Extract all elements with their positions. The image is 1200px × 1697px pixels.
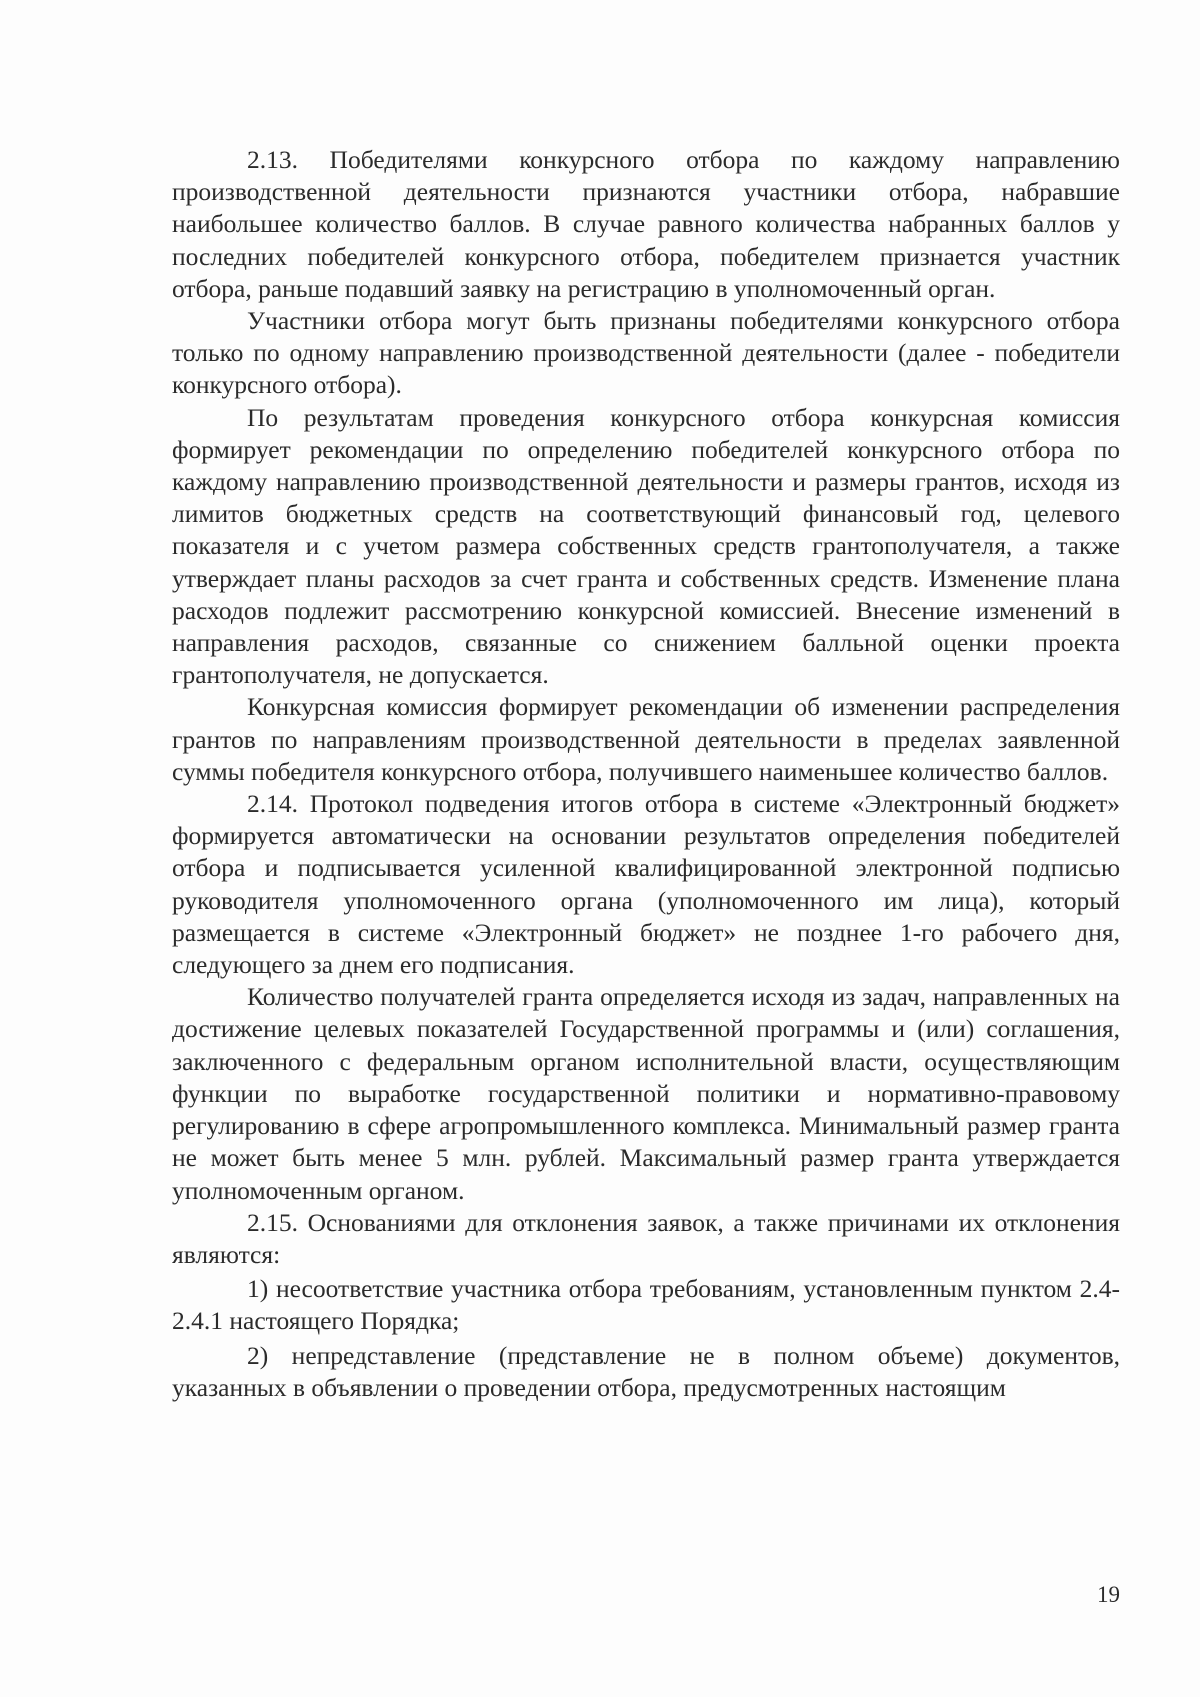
paragraph-2-13: 2.13. Победителями конкурсного отбора по каждому направлению производственной деятельности признаются участники отбора, набравшие наибольшее количество баллов. В случае равного количества набранных баллов у последних победителей конкурсного отбора, победителем признается участник отбора, раньше подавший заявку на регистрацию в уполномоченный орган. xyxy=(172,145,1120,303)
paragraph-commission-recommendations: По результатам проведения конкурсного отбора конкурсная комиссия формирует рекомендации по определению победителей конкурсного отбора по каждому направлению производственной деятельности и размеры грантов, исходя из лимитов бюджетных средств на соответствующий финансовый год, целевого показателя и с учетом размера собственных средств грантополучателя, а также утверждает планы расходов за счет гранта и собственных средств. Изменение плана расходов подлежит рассмотрению конкурсной комиссией. Внесение изменений в направления расходов, связанные со снижением балльной оценки проекта грантополучателя, не допускается. xyxy=(172,402,1120,690)
paragraph-2-14: 2.14. Протокол подведения итогов отбора в системе «Электронный бюджет» формируется автоматически на основании результатов определения победителей отбора и подписывается усиленной квалифицированной электронной подписью руководителя уполномоченного органа (уполномоченного им лица), который размещается в системе «Электронный бюджет» не позднее 1-го рабочего дня, следующего за днем его подписания. xyxy=(172,789,1120,980)
paragraph-2-15: 2.15. Основаниями для отклонения заявок, а также причинами их отклонения являются: xyxy=(172,1207,1120,1269)
paragraph-grant-recipients-count: Количество получателей гранта определяется исходя из задач, направленных на достижение целевых показателей Государственной программы и (или) соглашения, заключенного с федеральным органом исполнительной власти, осуществляющим функции по выработке государственной политики и нормативно-правовому регулированию в сфере агропромышленного комплекса. Минимальный размер гранта не может быть менее 5 млн. рублей. Максимальный размер гранта утверждается уполномоченным органом. xyxy=(172,982,1120,1205)
paragraph-participants-one-direction: Участники отбора могут быть признаны победителями конкурсного отбора только по одному направлению производственной деятельности (далее - победители конкурсного отбора). xyxy=(172,306,1120,400)
page-number: 19 xyxy=(1097,1582,1120,1607)
document-body xyxy=(172,144,1120,1404)
paragraph-grant-redistribution: Конкурсная комиссия формирует рекомендации об изменении распределения грантов по направлениям производственной деятельности в пределах заявленной суммы победителя конкурсного отбора, получившего наименьшее количество баллов. xyxy=(172,692,1120,786)
list-item-2: 2) непредставление (представление не в полном объеме) документов, указанных в объявлении о проведении отбора, предусмотренных настоящим xyxy=(172,1340,1120,1402)
list-item-1: 1) несоответствие участника отбора требованиям, установленным пунктом 2.4-2.4.1 настоящего Порядка; xyxy=(172,1274,1120,1336)
